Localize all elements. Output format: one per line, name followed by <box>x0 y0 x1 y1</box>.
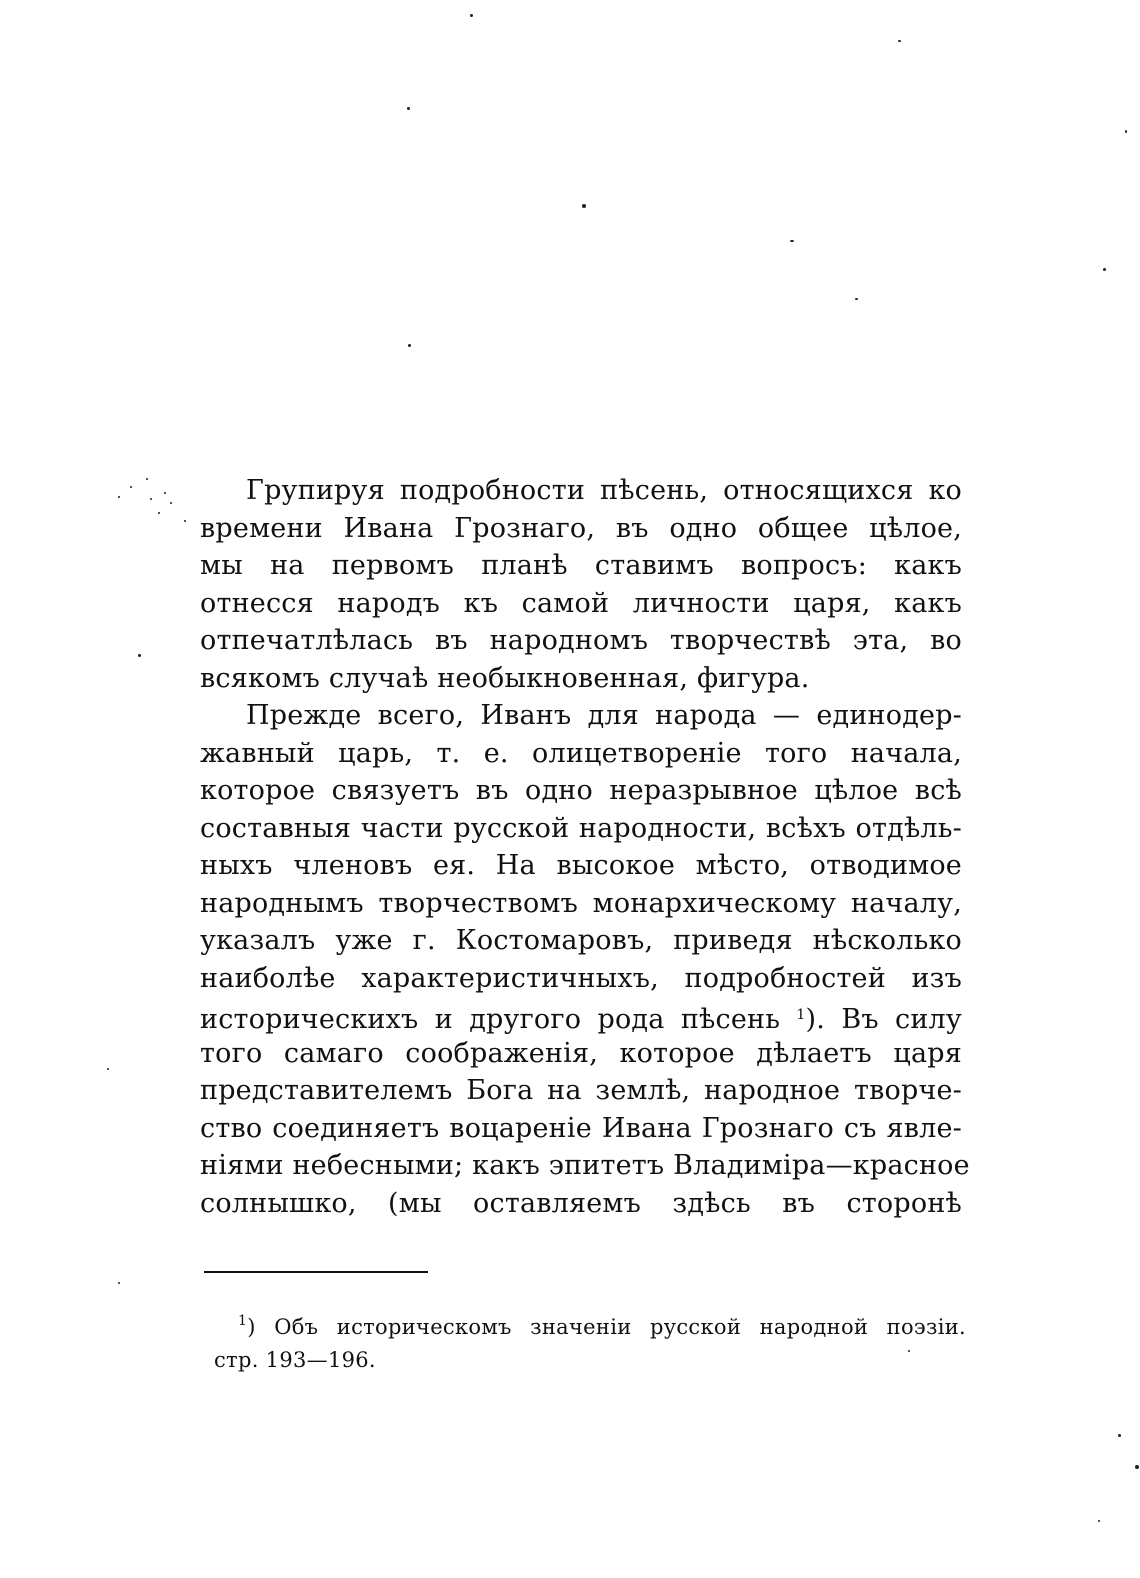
text-segment: историческихъ и другого рода пѣсень <box>200 1004 781 1035</box>
scan-speck <box>1135 1465 1139 1469</box>
scan-speck <box>118 496 120 498</box>
text-line-with-footnote-ref <box>200 997 962 1035</box>
text-line: ство соединяетъ воцареніе Ивана Грознаго съ явле- <box>200 1112 962 1144</box>
footnote-divider <box>204 1271 428 1273</box>
text-line: которое связуетъ въ одно неразрывное цѣлое всѣ <box>200 775 962 806</box>
scan-speck <box>130 486 132 488</box>
scan-speck <box>582 204 586 208</box>
scan-speck <box>184 520 186 522</box>
text-segment: ). Въ силу <box>805 1004 962 1035</box>
text-line: ныхъ членовъ ея. На высокое мѣсто, отводимое <box>200 850 962 881</box>
scan-speck <box>150 498 152 500</box>
footnote-line <box>214 1305 966 1344</box>
scan-speck <box>1125 130 1127 133</box>
footnote-marker: 1 <box>238 1313 248 1329</box>
text-line: составныя части русской народности, всѣхъ отдѣль- <box>200 812 962 844</box>
text-line: времени Ивана Грознаго, въ одно общее цѣлое, <box>200 512 962 544</box>
scan-speck <box>790 240 794 242</box>
scan-speck <box>855 298 858 300</box>
scan-speck <box>164 492 166 494</box>
scan-speck <box>138 654 141 657</box>
text-line: всякомъ случаѣ необыкновенная, фигура. <box>200 662 810 694</box>
text-line: того самаго соображенія, которое дѣлаетъ царя <box>200 1037 962 1069</box>
scan-speck <box>407 107 410 110</box>
scan-speck <box>1118 1434 1121 1437</box>
text-line: отнесся народъ къ самой личности царя, какъ <box>200 587 962 619</box>
scan-speck <box>118 1282 120 1284</box>
text-line: жавный царь, т. е. олицетвореніе того начала, <box>200 737 962 769</box>
scan-speck <box>170 502 172 504</box>
scan-speck <box>107 1068 109 1070</box>
footnote <box>214 1305 966 1377</box>
text-line: народнымъ творчествомъ монархическому началу, <box>200 887 962 919</box>
text-line: наиболѣе характеристичныхъ, подробностей изъ <box>200 962 962 994</box>
scan-speck <box>470 14 473 17</box>
scan-speck <box>146 478 148 480</box>
text-line: Групируя подробности пѣсень, относящихся ко <box>246 475 962 506</box>
footnote-marker-close: ) <box>247 1315 256 1339</box>
text-line: представителемъ Бога на землѣ, народное творче- <box>200 1075 962 1106</box>
footnote-text: Объ историческомъ значеніи русской народной поэзіи. <box>274 1315 966 1339</box>
scan-speck <box>158 512 160 514</box>
scan-speck <box>1103 268 1106 271</box>
text-line: отпечатлѣлась въ народномъ творчествѣ эта, во <box>200 625 962 656</box>
footnote-line: стр. 193—196. <box>214 1348 376 1372</box>
footnote-reference: 1 <box>796 1007 806 1023</box>
scan-speck <box>1098 1520 1100 1522</box>
text-line: Прежде всего, Иванъ для народа — единодер- <box>246 700 962 731</box>
text-line: ніями небесными; какъ эпитетъ Владиміра—красное <box>200 1150 970 1181</box>
scan-speck <box>898 40 901 42</box>
scan-speck <box>408 344 411 347</box>
body-text <box>200 472 970 1222</box>
text-line: мы на первомъ планѣ ставимъ вопросъ: какъ <box>200 550 962 581</box>
text-line: солнышко, (мы оставляемъ здѣсь въ сторонѣ <box>200 1187 962 1219</box>
text-line: указалъ уже г. Костомаровъ, приведя нѣсколько <box>200 925 962 956</box>
